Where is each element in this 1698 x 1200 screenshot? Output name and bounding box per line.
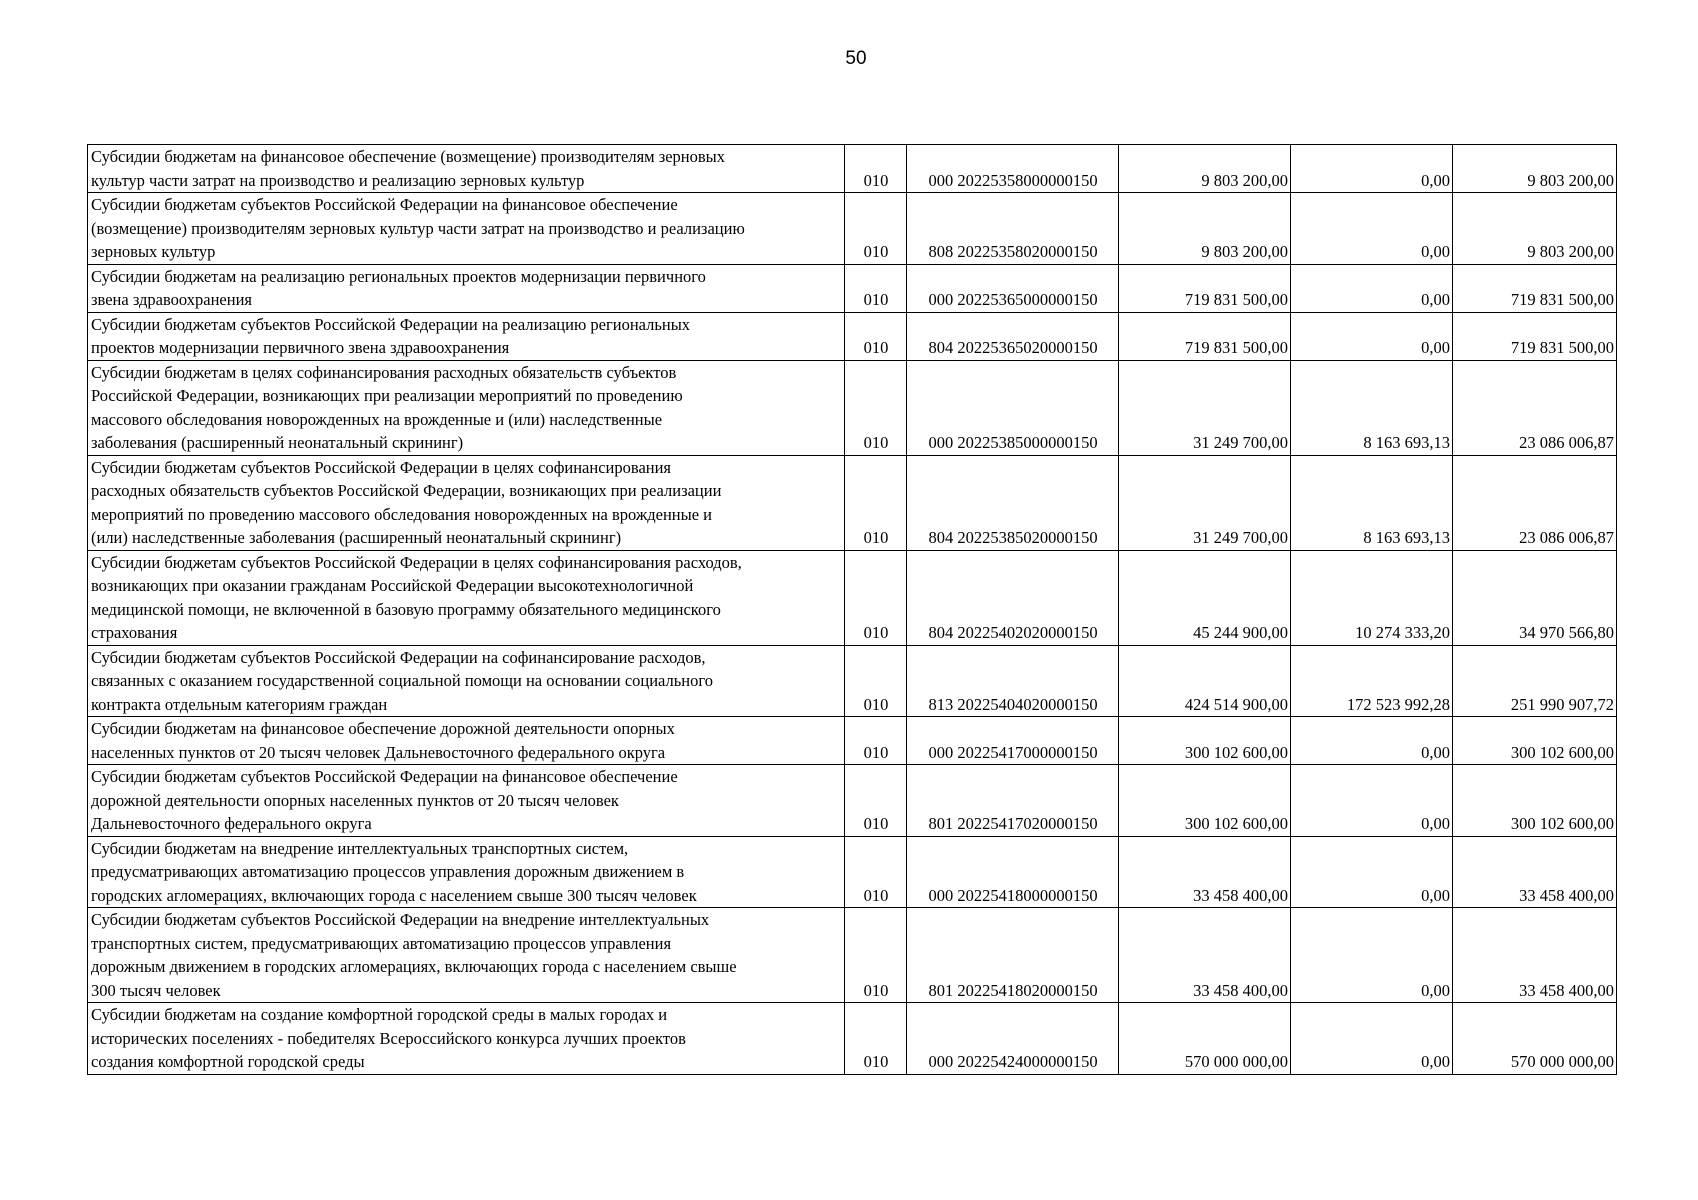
admin-code-cell: 010 (845, 312, 907, 360)
admin-code-cell: 010 (845, 645, 907, 717)
admin-code-cell: 010 (845, 455, 907, 550)
planned-amount-cell: 719 831 500,00 (1119, 264, 1291, 312)
table-row (88, 145, 1617, 193)
planned-amount-cell: 300 102 600,00 (1119, 765, 1291, 837)
row-name-cell: Субсидии бюджетам субъектов Российской Федерации на реализацию региональных проектов модернизации первичного звена здравоохранения (88, 312, 845, 360)
classification-code-cell: 813 20225404020000150 (907, 645, 1119, 717)
classification-code-cell: 000 20225418000000150 (907, 836, 1119, 908)
planned-amount-cell: 9 803 200,00 (1119, 145, 1291, 193)
table-row (88, 264, 1617, 312)
classification-code-cell: 000 20225424000000150 (907, 1003, 1119, 1075)
planned-amount-cell: 9 803 200,00 (1119, 193, 1291, 265)
row-name-cell: Субсидии бюджетам субъектов Российской Федерации в целях софинансирования расходов, возникающих при оказании гражданам Российской Федерации высокотехнологичной медицинской помощи, не включенной в базовую программу обязательного медицинского страхования (88, 550, 845, 645)
remaining-amount-cell: 33 458 400,00 (1453, 836, 1617, 908)
admin-code-cell: 010 (845, 908, 907, 1003)
executed-amount-cell: 0,00 (1291, 193, 1453, 265)
classification-code-cell: 000 20225417000000150 (907, 717, 1119, 765)
remaining-amount-cell: 251 990 907,72 (1453, 645, 1617, 717)
remaining-amount-cell: 9 803 200,00 (1453, 193, 1617, 265)
remaining-amount-cell: 34 970 566,80 (1453, 550, 1617, 645)
table-row (88, 360, 1617, 455)
row-name-cell: Субсидии бюджетам на финансовое обеспечение (возмещение) производителям зерновых культур части затрат на производство и реализацию зерновых культур (88, 145, 845, 193)
classification-code-cell: 808 20225358020000150 (907, 193, 1119, 265)
planned-amount-cell: 31 249 700,00 (1119, 455, 1291, 550)
table-row (88, 193, 1617, 265)
classification-code-cell: 804 20225365020000150 (907, 312, 1119, 360)
admin-code-cell: 010 (845, 765, 907, 837)
row-name-cell: Субсидии бюджетам в целях софинансирования расходных обязательств субъектов Российской Федерации, возникающих при реализации мероприятий по проведению массового обследования новорожденных на врожденные и (или) наследственные заболевания (расширенный неонатальный скрининг) (88, 360, 845, 455)
remaining-amount-cell: 33 458 400,00 (1453, 908, 1617, 1003)
planned-amount-cell: 33 458 400,00 (1119, 836, 1291, 908)
executed-amount-cell: 172 523 992,28 (1291, 645, 1453, 717)
classification-code-cell: 801 20225417020000150 (907, 765, 1119, 837)
row-name-cell: Субсидии бюджетам на финансовое обеспечение дорожной деятельности опорных населенных пунктов от 20 тысяч человек Дальневосточного федерального округа (88, 717, 845, 765)
row-name-cell: Субсидии бюджетам субъектов Российской Федерации на внедрение интеллектуальных транспортных систем, предусматривающих автоматизацию процессов управления дорожным движением в городских агломерациях, включающих города с населением свыше 300 тысяч человек (88, 908, 845, 1003)
admin-code-cell: 010 (845, 717, 907, 765)
executed-amount-cell: 0,00 (1291, 765, 1453, 837)
planned-amount-cell: 424 514 900,00 (1119, 645, 1291, 717)
admin-code-cell: 010 (845, 1003, 907, 1075)
planned-amount-cell: 570 000 000,00 (1119, 1003, 1291, 1075)
remaining-amount-cell: 23 086 006,87 (1453, 455, 1617, 550)
row-name-cell: Субсидии бюджетам субъектов Российской Федерации на финансовое обеспечение дорожной деятельности опорных населенных пунктов от 20 тысяч человек Дальневосточного федерального округа (88, 765, 845, 837)
executed-amount-cell: 0,00 (1291, 264, 1453, 312)
table-row (88, 312, 1617, 360)
classification-code-cell: 000 20225385000000150 (907, 360, 1119, 455)
remaining-amount-cell: 570 000 000,00 (1453, 1003, 1617, 1075)
admin-code-cell: 010 (845, 836, 907, 908)
executed-amount-cell: 8 163 693,13 (1291, 360, 1453, 455)
admin-code-cell: 010 (845, 360, 907, 455)
admin-code-cell: 010 (845, 145, 907, 193)
classification-code-cell: 801 20225418020000150 (907, 908, 1119, 1003)
page-number: 50 (845, 48, 867, 69)
table-row (88, 1003, 1617, 1075)
row-name-cell: Субсидии бюджетам субъектов Российской Федерации в целях софинансирования расходных обязательств субъектов Российской Федерации, возникающих при реализации мероприятий по проведению массового обследования новорожденных на врожденные и (или) наследственные заболевания (расширенный неонатальный скрининг) (88, 455, 845, 550)
remaining-amount-cell: 300 102 600,00 (1453, 765, 1617, 837)
classification-code-cell: 804 20225385020000150 (907, 455, 1119, 550)
admin-code-cell: 010 (845, 264, 907, 312)
planned-amount-cell: 33 458 400,00 (1119, 908, 1291, 1003)
table-row (88, 550, 1617, 645)
table-row (88, 765, 1617, 837)
table-row (88, 645, 1617, 717)
budget-table (87, 144, 1617, 1075)
executed-amount-cell: 0,00 (1291, 836, 1453, 908)
remaining-amount-cell: 719 831 500,00 (1453, 264, 1617, 312)
classification-code-cell: 000 20225365000000150 (907, 264, 1119, 312)
executed-amount-cell: 8 163 693,13 (1291, 455, 1453, 550)
classification-code-cell: 000 20225358000000150 (907, 145, 1119, 193)
budget-table-body (88, 145, 1617, 1075)
table-row (88, 455, 1617, 550)
table-row (88, 836, 1617, 908)
planned-amount-cell: 31 249 700,00 (1119, 360, 1291, 455)
remaining-amount-cell: 300 102 600,00 (1453, 717, 1617, 765)
row-name-cell: Субсидии бюджетам на внедрение интеллектуальных транспортных систем, предусматривающих автоматизацию процессов управления дорожным движением в городских агломерациях, включающих города с населением свыше 300 тысяч человек (88, 836, 845, 908)
executed-amount-cell: 0,00 (1291, 145, 1453, 193)
planned-amount-cell: 719 831 500,00 (1119, 312, 1291, 360)
planned-amount-cell: 45 244 900,00 (1119, 550, 1291, 645)
planned-amount-cell: 300 102 600,00 (1119, 717, 1291, 765)
executed-amount-cell: 0,00 (1291, 312, 1453, 360)
table-row (88, 717, 1617, 765)
executed-amount-cell: 0,00 (1291, 1003, 1453, 1075)
row-name-cell: Субсидии бюджетам субъектов Российской Федерации на финансовое обеспечение (возмещение) производителям зерновых культур части затрат на производство и реализацию зерновых культур (88, 193, 845, 265)
table-row (88, 908, 1617, 1003)
remaining-amount-cell: 9 803 200,00 (1453, 145, 1617, 193)
row-name-cell: Субсидии бюджетам на реализацию региональных проектов модернизации первичного звена здравоохранения (88, 264, 845, 312)
executed-amount-cell: 10 274 333,20 (1291, 550, 1453, 645)
row-name-cell: Субсидии бюджетам на создание комфортной городской среды в малых городах и исторических поселениях - победителях Всероссийского конкурса лучших проектов создания комфортной городской среды (88, 1003, 845, 1075)
row-name-cell: Субсидии бюджетам субъектов Российской Федерации на софинансирование расходов, связанных с оказанием государственной социальной помощи на основании социального контракта отдельным категориям граждан (88, 645, 845, 717)
admin-code-cell: 010 (845, 550, 907, 645)
classification-code-cell: 804 20225402020000150 (907, 550, 1119, 645)
executed-amount-cell: 0,00 (1291, 908, 1453, 1003)
admin-code-cell: 010 (845, 193, 907, 265)
remaining-amount-cell: 23 086 006,87 (1453, 360, 1617, 455)
remaining-amount-cell: 719 831 500,00 (1453, 312, 1617, 360)
executed-amount-cell: 0,00 (1291, 717, 1453, 765)
